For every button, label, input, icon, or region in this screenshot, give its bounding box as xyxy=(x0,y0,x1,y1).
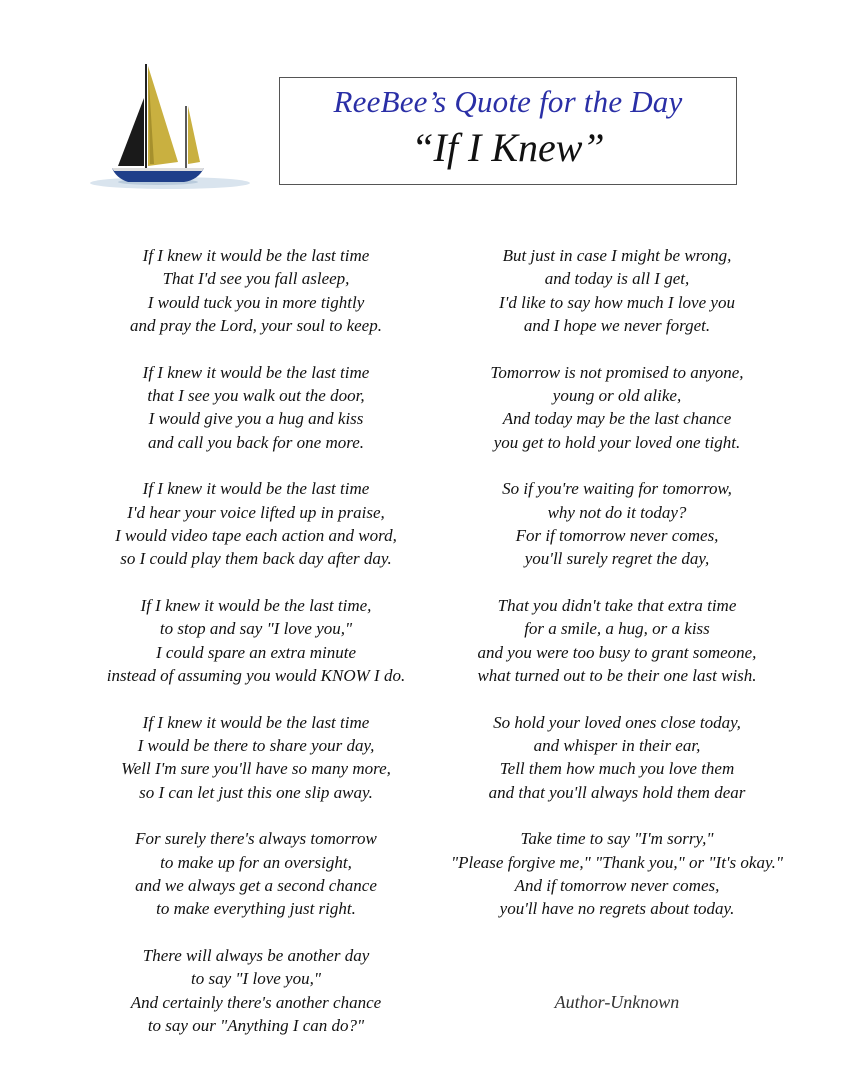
poem-line: But just in case I might be wrong, xyxy=(502,246,732,265)
page-title: ReeBee’s Quote for the Day xyxy=(333,84,683,119)
poem-line: And if tomorrow never comes, xyxy=(514,875,720,895)
poem-line: I would video tape each action and word, xyxy=(115,526,397,546)
poem-line: For if tomorrow never comes, xyxy=(515,526,719,546)
poem-stanza xyxy=(66,944,446,1038)
poem-line: If I knew it would be the last time xyxy=(142,362,370,382)
poem-line: And certainly there's another chance xyxy=(130,992,382,1012)
poem-line: I would tuck you in more tightly xyxy=(147,292,365,312)
poem-line: I would give you a hug and kiss xyxy=(148,409,364,429)
poem-line: I could spare an extra minute xyxy=(155,642,357,662)
poem-stanza xyxy=(427,361,807,455)
poem-line: There will always be another day xyxy=(142,945,370,965)
poem-line: Tomorrow is not promised to anyone, xyxy=(490,362,744,382)
poem-stanza xyxy=(66,244,446,338)
poem-line: And today may be the last chance xyxy=(502,409,732,429)
author-credit: Author-Unknown xyxy=(554,992,680,1012)
poem-line: to make up for an oversight, xyxy=(160,852,352,872)
poem-line: and we always get a second chance xyxy=(135,875,377,895)
poem-line: If I knew it would be the last time, xyxy=(140,595,372,615)
poem-line: and you were too busy to grant someone, xyxy=(477,642,757,662)
poem-line: and I hope we never forget. xyxy=(523,316,711,336)
poem-line: to make everything just right. xyxy=(156,899,356,919)
poem-line: so I can let just this one slip away. xyxy=(139,782,373,802)
poem-line: Tell them how much you love them xyxy=(499,759,735,779)
poem-line: I'd hear your voice lifted up in praise, xyxy=(127,502,385,522)
poem-line: If I knew it would be the last time xyxy=(142,246,370,265)
poem-stanza xyxy=(66,827,446,921)
poem-line: instead of assuming you would KNOW I do. xyxy=(106,666,406,686)
poem-line: young or old alike, xyxy=(552,386,682,406)
poem-line: you'll have no regrets about today. xyxy=(499,899,735,919)
poem-stanza xyxy=(66,594,446,688)
poem-line: for a smile, a hug, or a kiss xyxy=(524,619,710,639)
poem-line: For surely there's always tomorrow xyxy=(135,829,377,849)
poem-line: to say our "Anything I can do?" xyxy=(147,1015,365,1035)
poem-column-right xyxy=(427,244,807,944)
poem-stanza xyxy=(427,477,807,571)
poem-line: Well I'm sure you'll have so many more, xyxy=(121,759,391,779)
poem-line: and that you'll always hold them dear xyxy=(488,782,746,802)
title-box xyxy=(279,77,737,185)
poem-line: That I'd see you fall asleep, xyxy=(162,269,350,289)
poem-line: If I knew it would be the last time xyxy=(142,712,370,732)
poem-stanza xyxy=(66,361,446,455)
poem-line: I would be there to share your day, xyxy=(137,735,375,755)
poem-line: that I see you walk out the door, xyxy=(147,386,365,406)
poem-line: Take time to say "I'm sorry," xyxy=(520,829,714,849)
poem-stanza xyxy=(427,594,807,688)
poem-stanza xyxy=(427,827,807,921)
poem-line: you get to hold your loved one tight. xyxy=(493,432,741,452)
poem-stanza xyxy=(427,244,807,338)
poem-line: and pray the Lord, your soul to keep. xyxy=(130,316,382,336)
poem-line: and today is all I get, xyxy=(544,269,690,289)
poem-line: so I could play them back day after day. xyxy=(120,549,392,569)
poem-line: what turned out to be their one last wish. xyxy=(477,666,757,686)
poem-line: to stop and say "I love you," xyxy=(159,619,353,639)
poem-stanza xyxy=(66,711,446,805)
poem-stanza xyxy=(427,711,807,805)
poem-line: and call you back for one more. xyxy=(147,432,365,452)
poem-line: why not do it today? xyxy=(547,502,687,522)
poem-title: “If I Knew” xyxy=(411,125,605,170)
poem-line: So if you're waiting for tomorrow, xyxy=(502,479,732,499)
sailboat-icon xyxy=(88,58,258,198)
poem-line: to say "I love you," xyxy=(191,969,321,989)
poem-line: If I knew it would be the last time xyxy=(142,479,370,499)
poem-line: I'd like to say how much I love you xyxy=(499,292,735,312)
poem-line: That you didn't take that extra time xyxy=(497,595,737,615)
poem-column-left xyxy=(66,244,446,1060)
poem-stanza xyxy=(66,477,446,571)
poem-line: So hold your loved ones close today, xyxy=(493,712,741,732)
poem-line: and whisper in their ear, xyxy=(533,735,701,755)
poem-line: you'll surely regret the day, xyxy=(524,549,710,569)
poem-line: "Please forgive me," "Thank you," or "It's okay." xyxy=(451,852,783,872)
